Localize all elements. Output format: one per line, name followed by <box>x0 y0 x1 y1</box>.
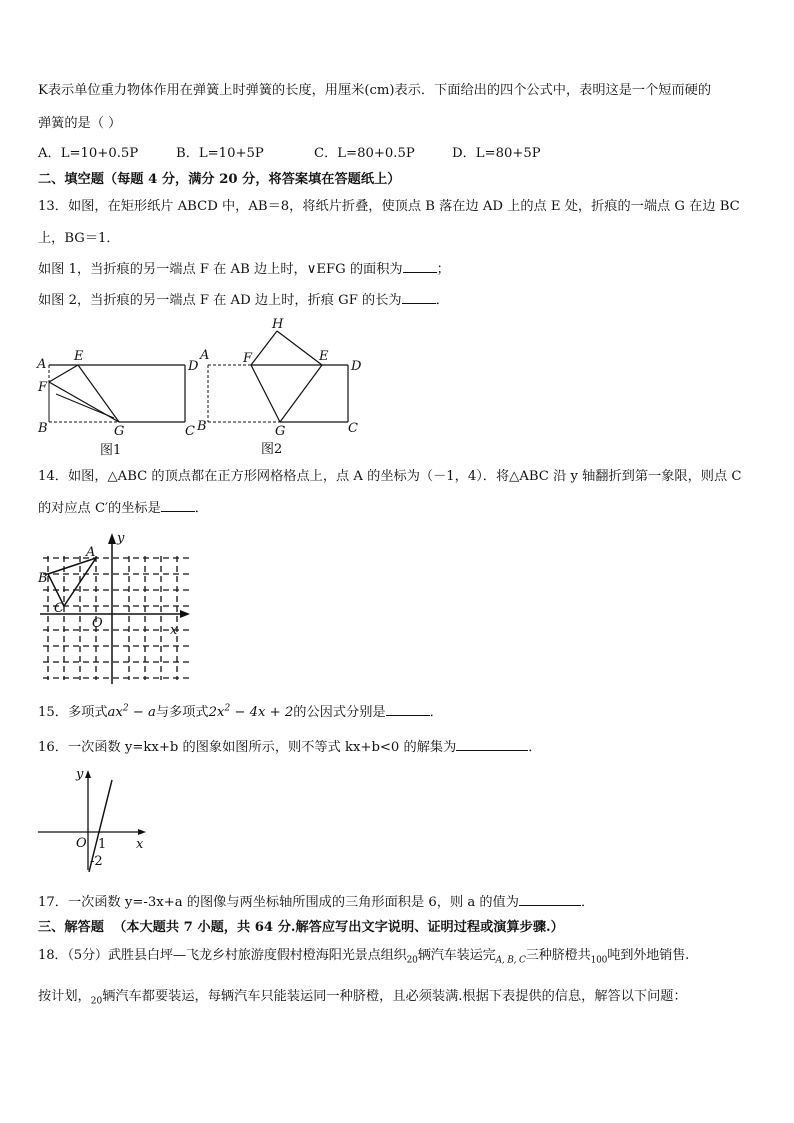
q14-label-y: y <box>117 531 125 546</box>
q18-text-6: 辆汽车都要装运，每辆汽车只能装运同一种脐橙，且必须装满.根据下表提供的信息，解答以下问题： <box>102 989 687 1004</box>
fig2-label-d: D <box>351 359 362 374</box>
fig2-label-a: A <box>200 348 210 363</box>
q16-y-axis-arrow <box>85 770 91 778</box>
q18-text-2: 辆汽车装运完 <box>417 948 496 963</box>
fig2-segment-ge <box>280 365 322 422</box>
q14-label-b: B <box>38 571 48 586</box>
q15-poly2-exponent: 2 <box>224 703 231 714</box>
q14-triangle-abc <box>48 558 96 606</box>
q16-label-o: O <box>76 836 87 851</box>
fig1-segment-eg <box>78 365 119 422</box>
fig2-segment-he <box>277 331 322 365</box>
q18-text-5: 按计划， <box>38 989 91 1004</box>
q14-label-c: C <box>54 601 64 616</box>
q12-line-2: 弹簧的是（ ） <box>38 116 122 131</box>
q14-line-2-text: 的对应点 C′的坐标是 <box>38 501 161 516</box>
fig2-label-h: H <box>272 317 284 332</box>
q14-x-axis-arrow <box>180 610 190 618</box>
q12-option-b: B．L=10+5P <box>176 146 264 161</box>
q16-text: 16．一次函数 y=kx+b 的图象如图所示，则不等式 kx+b<0 的解集为 <box>38 740 457 755</box>
q18-varieties-abc: A, B, C <box>495 955 526 966</box>
q14-label-x: x <box>170 623 178 638</box>
fig1-label-b: B <box>38 421 48 436</box>
q16-label-neg2: -2 <box>90 854 103 869</box>
q13-line-2: 上，BG＝1． <box>38 231 120 246</box>
fig2-label-b: B <box>197 419 207 434</box>
q18-number-100: 100 <box>590 955 608 966</box>
fig2-segment-fg <box>251 365 280 422</box>
q15-poly2-term-b: − 4x + 2 <box>230 705 294 720</box>
q16-label-one: 1 <box>98 837 107 852</box>
q17-text: 17．一次函数 y=-3x+a 的图像与两坐标轴所围成的三角形面积是 6，则 a 的值为 <box>38 895 519 910</box>
q12-option-a: A．L=10+0.5P <box>38 146 139 161</box>
q15-line <box>38 703 443 722</box>
fig2-label-c: C <box>348 421 358 436</box>
q12-options <box>38 145 541 163</box>
q18-line-1 <box>38 947 689 965</box>
q12-line-1: K表示单位重力物体作用在弹簧上时弹簧的长度，用厘米(cm)表示．下面给出的四个公式中，表明这是一个短而硬的 <box>38 83 712 98</box>
section-3-detail: （本大题共 7 小题，共 64 分.解答应写出文字说明、证明过程或演算步骤.） <box>113 920 564 935</box>
q15-poly2-term-a: 2x <box>208 705 225 720</box>
fig1-label-f: F <box>38 380 48 395</box>
q14-figure <box>30 528 200 684</box>
fig2-label-f: F <box>243 351 253 366</box>
q15-polynomial-1 <box>108 705 156 720</box>
q13-triangle-efg: ∨EFG 的面积为 <box>306 262 403 277</box>
q18-number-20: 20 <box>406 955 418 966</box>
fig1-label-a: A <box>37 357 47 372</box>
q16-label-x: x <box>136 837 144 852</box>
section-2-heading: 二、填空题（每题 4 分，满分 20 分，将答案填在答题纸上） <box>38 172 401 187</box>
fig2-segment-fh <box>251 331 277 365</box>
q13-answer-blank-2[interactable] <box>402 291 436 304</box>
q13-line-1: 13．如图，在矩形纸片 ABCD 中，AB＝8，将纸片折叠，使顶点 B 落在边 AD 上的点 E 处，折痕的一端点 G 在边 BC <box>38 199 740 214</box>
q13-line-3 <box>38 260 450 279</box>
q17-end: ． <box>580 895 595 910</box>
fig1-label-e: E <box>74 349 84 364</box>
q15-poly1-term-b: − a <box>128 705 156 720</box>
q16-answer-blank[interactable] <box>456 738 528 751</box>
q18-text-3: 三种脐橙共 <box>525 948 591 963</box>
q18-line-2 <box>38 988 687 1006</box>
q18-text-1: 18．（5分）武胜县白坪—飞龙乡村旅游度假村橙海阳光景点组织 <box>38 948 407 963</box>
q13-line-3-text: 如图 1，当折痕的另一端点 F 在 AB 边上时， <box>38 262 307 277</box>
q14-line-2 <box>38 499 208 518</box>
fig1-label-g: G <box>114 424 125 439</box>
q15-post: 的公因式分别是 <box>293 705 386 720</box>
q12-option-d: D．L=80+5P <box>452 146 541 161</box>
q14-line-1: 14．如图，△ABC 的顶点都在正方形网格格点上，点 A 的坐标为（－1，4）．将△ABC 沿 y 轴翻折到第一象限，则点 C <box>38 469 742 484</box>
q16-line <box>38 738 541 757</box>
q14-label-o: O <box>92 616 103 631</box>
q13-line-4 <box>38 291 449 310</box>
fig2-label-g: G <box>275 424 286 439</box>
q13-line-3-end: ； <box>436 262 450 277</box>
q12-option-c: C．L=80+0.5P <box>314 146 415 161</box>
section-3-title: 三、解答题 <box>38 920 104 935</box>
q17-line <box>38 893 594 912</box>
q15-polynomial-2 <box>209 705 294 720</box>
q16-label-y: y <box>76 767 84 782</box>
fig2-caption: 图2 <box>261 442 283 457</box>
q14-answer-blank[interactable] <box>161 499 195 512</box>
q13-figure-1 <box>36 349 199 458</box>
q18-number-20-b: 20 <box>90 996 103 1007</box>
q17-answer-blank[interactable] <box>519 893 581 906</box>
q15-answer-blank[interactable] <box>386 703 430 716</box>
fig2-label-e: E <box>319 349 329 364</box>
q15-poly1-term-a: ax <box>107 705 123 720</box>
fig1-label-c: C <box>185 424 195 439</box>
q13-line-4-text: 如图 2，当折痕的另一端点 F 在 AD 边上时，折痕 GF 的长为 <box>38 293 402 308</box>
q14-line-2-end: ． <box>194 501 208 516</box>
q14-y-axis-arrow <box>108 533 116 544</box>
q14-label-a: A <box>86 545 96 560</box>
fig1-segment-fe <box>49 365 78 382</box>
q13-line-4-end: ． <box>435 293 449 308</box>
q15-prefix: 15．多项式 <box>38 705 108 720</box>
fig1-caption: 图1 <box>100 443 122 458</box>
q15-end: ． <box>429 705 443 720</box>
q15-mid: 与多项式 <box>155 705 209 720</box>
q13-figures <box>30 314 370 462</box>
q16-x-axis-arrow <box>138 829 146 835</box>
section-3-heading <box>38 919 564 937</box>
q16-end: ． <box>528 740 542 755</box>
q15-poly1-exponent: 2 <box>122 703 129 714</box>
q13-answer-blank-1[interactable] <box>403 260 437 273</box>
q14-grid <box>43 556 190 680</box>
q16-figure <box>36 764 156 874</box>
fig1-fold-line <box>56 394 114 418</box>
q18-text-4: 吨到外地销售. <box>607 948 690 963</box>
q13-figure-2 <box>196 317 362 457</box>
fig1-label-d: D <box>188 359 199 374</box>
